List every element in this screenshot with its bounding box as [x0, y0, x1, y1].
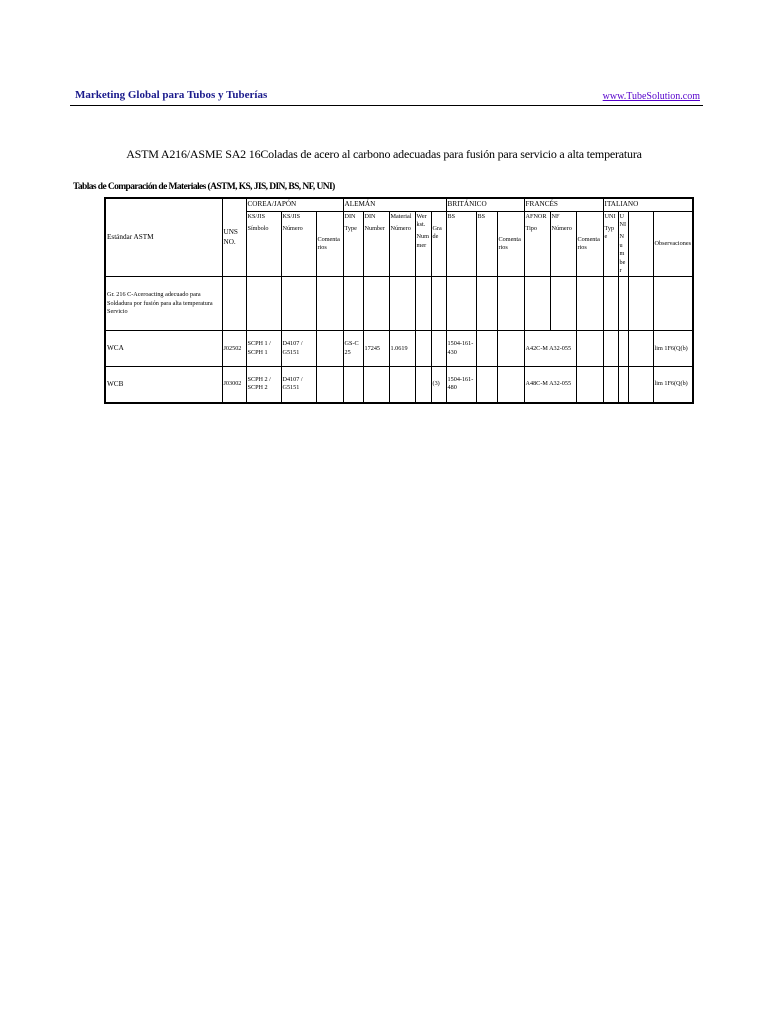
cell-bs: 1504-161-480 — [446, 367, 476, 403]
group-corea-japon: COREA/JAPÓN — [246, 198, 343, 211]
table-row — [105, 331, 693, 367]
cell-bs: 1504-161-430 — [446, 331, 476, 367]
cell-uni-type — [603, 367, 618, 403]
col-ksjis-symbol: KS/JIS Símbolo — [246, 211, 281, 277]
col-din-number: DIN Number — [363, 211, 389, 277]
col-kr-comments: Comentarios — [316, 211, 343, 277]
cell-br-comments — [497, 367, 524, 403]
cell-werkst — [415, 331, 431, 367]
col-din-type: DIN Type — [343, 211, 363, 277]
cell-din-number: 17245 — [363, 331, 389, 367]
cell-ks-symbol: SCPH 2 / SCPH 2 — [246, 367, 281, 403]
cell-uni-extra — [628, 331, 653, 367]
cell-din-type — [343, 367, 363, 403]
group-description: Gr. 216 C-Aceroacting adecuado para Soldadura por fusión para alta temperatura Servicio — [105, 277, 222, 331]
cell-ks-symbol: SCPH 1 / SCPH 1 — [246, 331, 281, 367]
col-uni-extra — [628, 211, 653, 277]
cell-uni-number — [618, 367, 628, 403]
col-br-comments: Comentarios — [497, 211, 524, 277]
col-afnor-type: AFNOR Tipo — [524, 211, 550, 277]
cell-material — [389, 367, 415, 403]
group-britanico: BRITÁNICO — [446, 198, 524, 211]
cell-astm: WCB — [105, 367, 222, 403]
table-caption: Tablas de Comparación de Materiales (ASTM, KS, JIS, DIN, BS, NF, UNI) — [73, 182, 335, 192]
cell-observaciones: lim 1F6(Q(b) — [653, 331, 693, 367]
cell-ks-number: D4107 / G5151 — [281, 331, 316, 367]
group-italiano: ITALIANO — [603, 198, 693, 211]
header-row-countries — [105, 198, 693, 211]
table-row — [105, 367, 693, 403]
site-link[interactable]: www.TubeSolution.com — [602, 91, 700, 102]
cell-observaciones: lim 1F6(Q(b) — [653, 367, 693, 403]
cell-afnor: A48C-M A32-055 — [524, 367, 576, 403]
cell-afnor: A42C-M A32-055 — [524, 331, 576, 367]
cell-fr-comments — [576, 367, 603, 403]
header-divider — [70, 105, 703, 106]
comparison-table — [104, 197, 694, 404]
col-nf-number: NF Número — [550, 211, 576, 277]
group-frances: FRANCÉS — [524, 198, 603, 211]
col-werkst-number: Werkst. Nummer — [415, 211, 431, 277]
cell-uns: J03002 — [222, 367, 246, 403]
col-fr-comments: Comentarios — [576, 211, 603, 277]
col-uni-number: UNI Number — [618, 211, 628, 277]
cell-din-number — [363, 367, 389, 403]
col-observaciones: Observaciones — [653, 211, 693, 277]
cell-din-type: GS-C 25 — [343, 331, 363, 367]
col-bs-1: BS — [446, 211, 476, 277]
cell-uni-extra — [628, 367, 653, 403]
cell-grade — [431, 331, 446, 367]
group-aleman: ALEMÁN — [343, 198, 446, 211]
cell-bs-2 — [476, 331, 497, 367]
col-uns-header: UNS NO. — [222, 198, 246, 277]
cell-uni-type — [603, 331, 618, 367]
cell-material: 1.0619 — [389, 331, 415, 367]
cell-kr-comments — [316, 331, 343, 367]
cell-uni-number — [618, 331, 628, 367]
cell-ks-number: D4107 / G5151 — [281, 367, 316, 403]
col-bs-2: BS — [476, 211, 497, 277]
cell-bs-2 — [476, 367, 497, 403]
cell-kr-comments — [316, 367, 343, 403]
cell-br-comments — [497, 331, 524, 367]
brand-title: Marketing Global para Tubos y Tuberías — [75, 89, 268, 101]
col-grade: Grade — [431, 211, 446, 277]
table-row-group — [105, 277, 693, 331]
col-material-number: Material Número — [389, 211, 415, 277]
col-astm-header: Estándar ASTM — [105, 198, 222, 277]
cell-werkst — [415, 367, 431, 403]
cell-fr-comments — [576, 331, 603, 367]
document-title: ASTM A216/ASME SA2 16Coladas de acero al carbono adecuadas para fusión para servicio a alta temperatura — [126, 147, 642, 161]
col-ksjis-number: KS/JIS Número — [281, 211, 316, 277]
cell-astm: WCA — [105, 331, 222, 367]
cell-grade: (3) — [431, 367, 446, 403]
col-uni-type: UNI Type — [603, 211, 618, 277]
cell-uns: J02502 — [222, 331, 246, 367]
